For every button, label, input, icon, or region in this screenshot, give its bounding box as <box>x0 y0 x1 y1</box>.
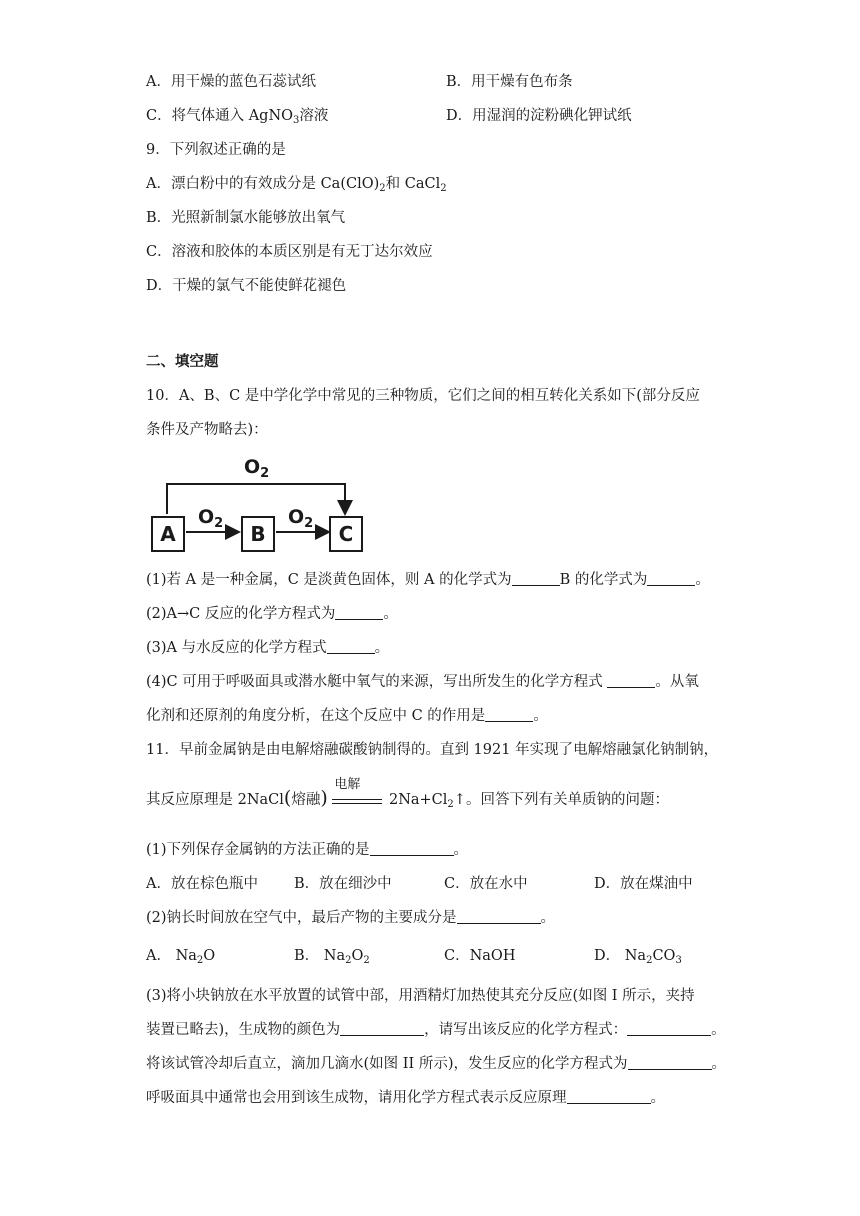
q11-part1: (1)下列保存金属钠的方法正确的是 。 <box>146 842 469 858</box>
q10-stem-line2: 条件及产物略去)： <box>146 422 268 438</box>
q10-part1: (1)若 A 是一种金属，C 是淡黄色固体，则 A 的化学式为 B 的化学式为 。 <box>146 572 710 588</box>
q8-option-d: D．用湿润的淀粉碘化钾试纸 <box>446 108 632 124</box>
answer-blank[interactable] <box>335 605 383 620</box>
q9-option-d: D．干燥的氯气不能使鲜花褪色 <box>146 278 347 294</box>
q9-option-a: A．漂白粉中的有效成分是 $Ca(ClO)_2$和 CaCl$_2$ <box>146 176 447 194</box>
answer-blank[interactable] <box>485 707 533 722</box>
q11-part3-line2: 装置已略去)，生成物的颜色为 ，请写出该反应的化学方程式： 。 <box>146 1022 726 1038</box>
label-o2-bc: $O_2$ <box>288 506 314 531</box>
box-b: B <box>241 516 275 552</box>
q11-p2-option-a: A． $Na_2O$ <box>146 948 216 966</box>
electrolysis-condition: 电解 <box>332 790 384 810</box>
answer-blank[interactable] <box>607 673 655 688</box>
q10-part2: (2)A→C 反应的化学方程式为 。 <box>146 606 398 622</box>
answer-blank[interactable] <box>327 639 375 654</box>
box-c: C <box>329 516 363 552</box>
q10-part3: (3)A 与水反应的化学方程式 。 <box>146 640 390 656</box>
q11-stem-line1: 11．早前金属钠是由电解熔融碳酸钠制得的。直到 1921 年实现了电解熔融氯化钠制钠， <box>146 742 719 758</box>
q11-part2: (2)钠长时间放在空气中，最后产物的主要成分是 。 <box>146 910 556 926</box>
answer-blank[interactable] <box>457 909 541 924</box>
answer-blank[interactable] <box>567 1089 651 1104</box>
q11-part3-line3: 将该试管冷却后直立，滴加几滴水(如图 II 所示)，发生反应的化学方程式为 。 <box>146 1056 726 1072</box>
section-title: 二、填空题 <box>146 353 219 370</box>
answer-blank[interactable] <box>340 1021 424 1036</box>
q8-option-c: C．将气体通入 AgNO$_3$溶液 <box>146 108 329 126</box>
answer-blank[interactable] <box>512 571 560 586</box>
q11-p2-option-d: D． $Na_2CO_3$ <box>594 948 682 966</box>
answer-blank[interactable] <box>627 1021 711 1036</box>
q8-option-a: A．用干燥的蓝色石蕊试纸 <box>146 74 316 90</box>
q11-p2-option-c: C．NaOH <box>444 948 516 964</box>
q10-stem-line1: 10．A、B、C 是中学化学中常见的三种物质，它们之间的相互转化关系如下(部分反应 <box>146 388 700 404</box>
q11-p2-option-b: B． $Na_2O_2$ <box>294 948 370 966</box>
q11-p1-option-d: D．放在煤油中 <box>594 876 693 892</box>
answer-blank[interactable] <box>628 1055 712 1070</box>
label-o2-top: $O_2$ <box>244 456 270 481</box>
label-o2-ab: $O_2$ <box>198 506 224 531</box>
q9-option-c: C．溶液和胶体的本质区别是有无丁达尔效应 <box>146 244 433 260</box>
q11-p1-option-a: A．放在棕色瓶中 <box>146 876 258 892</box>
q9-stem: 9．下列叙述正确的是 <box>146 142 286 158</box>
q10-part4-line1: (4)C 可用于呼吸面具或潜水艇中氧气的来源，写出所发生的化学方程式 。从氧 <box>146 674 699 690</box>
answer-blank[interactable] <box>647 571 695 586</box>
q11-stem-line2: 其反应原理是 2NaCl(熔融) 电解 $2Na+Cl_2↑$。回答下列有关单质钠的问题： <box>146 777 669 810</box>
q11-p1-option-c: C．放在水中 <box>444 876 528 892</box>
answer-blank[interactable] <box>370 841 454 856</box>
reaction-diagram <box>148 456 368 556</box>
q9-option-b: B．光照新制氯水能够放出氧气 <box>146 210 346 226</box>
q10-part4-line2: 化剂和还原剂的角度分析，在这个反应中 C 的作用是 。 <box>146 708 548 724</box>
q11-part3-line4: 呼吸面具中通常也会用到该生成物，请用化学方程式表示反应原理 。 <box>146 1090 665 1106</box>
box-a: A <box>151 516 185 552</box>
q11-part3-line1: (3)将小块钠放在水平放置的试管中部，用酒精灯加热使其充分反应(如图 I 所示，夹持 <box>146 988 695 1004</box>
q11-p1-option-b: B．放在细沙中 <box>294 876 392 892</box>
q8-option-b: B．用干燥有色布条 <box>446 74 573 90</box>
